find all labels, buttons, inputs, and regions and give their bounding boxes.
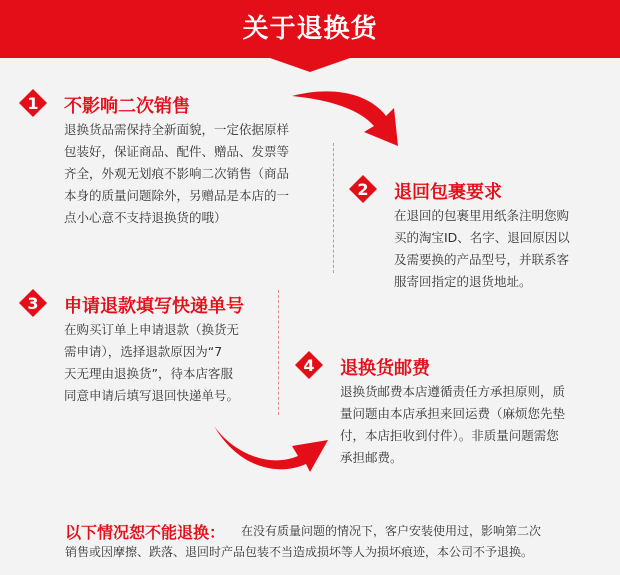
step-description: 在购买订单上申请退款（换货无 需申请），选择退款原因为“7 天无理由退换货”，待本店客服 同意申请后填写退回快递单号。 <box>64 322 240 403</box>
notice-title: 以下情况恕不能退换： <box>65 523 226 542</box>
notice-text: 在没有质量问题的情况下，客户安装使用过，影响第二次 销售或因摩擦、跌落、退回时产品包装不当造成损坏等人为损坏痕迹，本公司不予退换。 <box>65 524 542 559</box>
step-title: 退回包裹要求 <box>394 182 502 203</box>
curved-arrow-icon <box>212 420 332 480</box>
step-number: 1 <box>27 94 39 113</box>
step-badge-1-icon <box>18 88 48 118</box>
step-title: 退换货邮费 <box>340 358 430 379</box>
step-title: 不影响二次销售 <box>64 96 190 117</box>
step-description: 退换货邮费本店遵循责任方承担原则，质 量问题由本店承担来回运费（麻烦您先垫 付，本店拒收到付件）。非质量问题需您 承担邮费。 <box>340 384 566 465</box>
header-tab <box>270 58 350 72</box>
step-number: 2 <box>357 180 369 199</box>
step-number: 3 <box>27 294 39 313</box>
divider <box>278 290 279 415</box>
step-number: 4 <box>303 356 315 375</box>
step-description: 在退回的包裹里用纸条注明您购 买的淘宝ID、名字、退回原因以 及需要换的产品型号，并联系客 服寄回指定的退货地址。 <box>394 208 570 289</box>
step-description: 退换货品需保持全新面貌，一定依据原样 包装好，保证商品、配件、赠品、发票等 齐全，外观无划痕不影响二次销售（商品 本身的质量问题除外，另赠品是本店的一 点小心意不支持退换货的哦） <box>64 122 290 225</box>
step-badge-4-icon <box>294 350 324 380</box>
page-title: 关于退换货 <box>242 14 378 44</box>
step-badge-3-icon <box>18 288 48 318</box>
step-badge-2-icon <box>348 174 378 204</box>
step-title: 申请退款填写快递单号 <box>64 296 244 317</box>
